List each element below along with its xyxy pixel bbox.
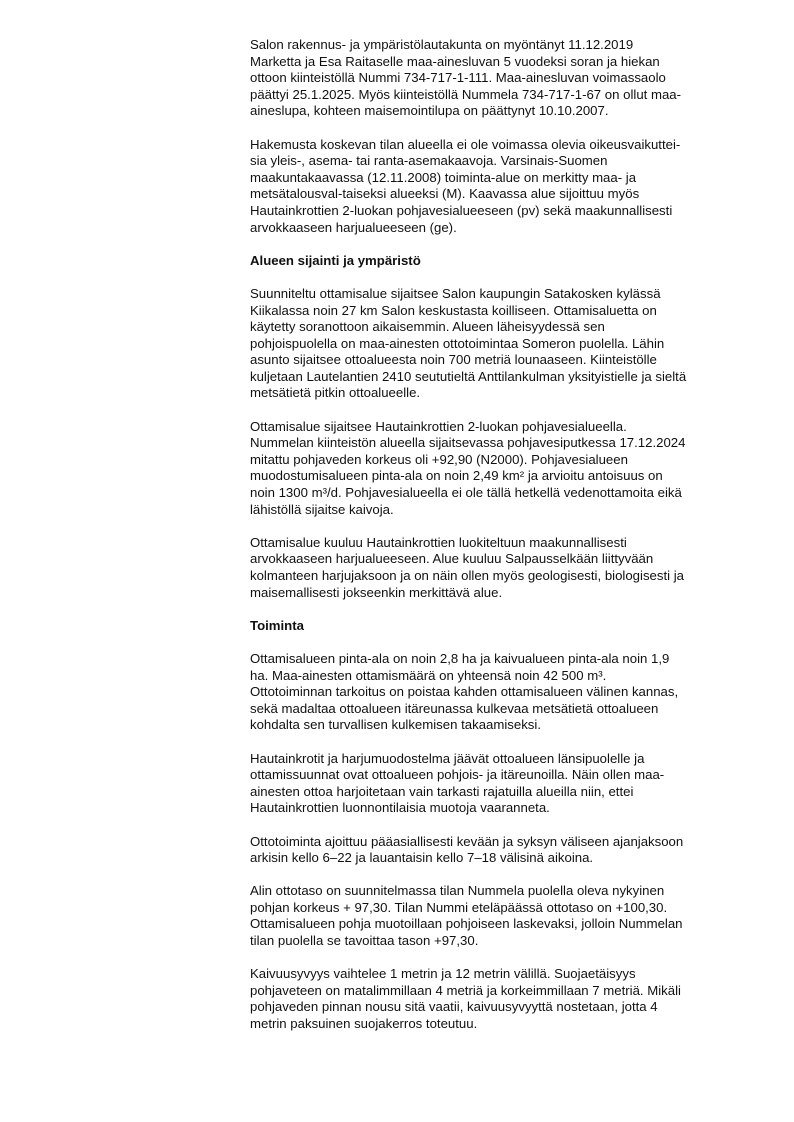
text-line: mitattu pohjaveden korkeus oli +92,90 (N2000). Pohjavesialueen: [250, 451, 628, 467]
paragraph-ridge-area: [250, 535, 740, 601]
text-line: käytetty soranottoon aikaisemmin. Alueen läheisyydessä sen: [250, 319, 605, 335]
text-line: sia yleis-, asema- tai ranta-asemakaavoja. Varsinais-Suomen: [250, 153, 608, 169]
document-page: [250, 37, 740, 1049]
text-line: Ottotoiminnan tarkoitus on poistaa kahden ottamisalueen välinen kannas,: [250, 684, 679, 700]
text-line: ha. Maa-ainesten ottamismäärä on yhteensä noin 42 500 m³.: [250, 667, 607, 683]
paragraph-extraction-level: [250, 883, 740, 949]
text-line: Alin ottotaso on suunnitelmassa tilan Nummela puolella oleva nykyinen: [250, 883, 665, 899]
text-line: tilan puolella se tavoittaa tason +97,30.: [250, 933, 479, 949]
text-line: Ottamisalue sijaitsee Hautainkrottien 2-luokan pohjavesialueella.: [250, 418, 627, 434]
text-line: aineslupa, kohteen maisemointilupa on päättynyt 10.10.2007.: [250, 103, 609, 119]
text-line: kuljetaan Lautelantien 2410 seututieltä Anttilankulman yksityistielle ja sieltä: [250, 368, 687, 384]
text-line: ottoon kiinteistöllä Nummi 734-717-1-111. Maa-ainesluvan voimassaolo: [250, 70, 666, 86]
section-heading-operations: Toiminta: [250, 617, 304, 633]
paragraph-operating-hours: [250, 834, 740, 867]
paragraph-extraction-area: [250, 651, 740, 734]
text-line: maakuntakaavassa (12.11.2008) toiminta-alue on merkitty maa- ja: [250, 169, 637, 185]
text-line: Hautainkrottien 2-luokan pohjavesialueeseen (pv) sekä maakunnallisesti: [250, 202, 673, 218]
paragraph-zoning: [250, 137, 740, 237]
text-line: Kaivuusyvyys vaihtelee 1 metrin ja 12 metrin välillä. Suojaetäisyys: [250, 966, 636, 982]
text-line: metsätalousval-taiseksi alueeksi (M). Kaavassa alue sijoittuu myös: [250, 186, 640, 202]
text-line: asunto sijaitsee ottoalueesta noin 700 metriä lounaaseen. Kiinteistölle: [250, 352, 657, 368]
text-line: Ottotoiminta ajoittuu pääasiallisesti kevään ja syksyn väliseen ajanjaksoon: [250, 833, 684, 849]
text-line: metsätietä pitkin ottoalueelle.: [250, 385, 421, 401]
text-line: Hakemusta koskevan tilan alueella ei ole voimassa olevia oikeusvaikuttei-: [250, 136, 681, 152]
paragraph-location: [250, 286, 740, 402]
paragraph-excavation-depth: [250, 966, 740, 1032]
text-line: Salon rakennus- ja ympäristölautakunta on myöntänyt 11.12.2019: [250, 37, 634, 52]
text-line: ottamissuunnat ovat ottoalueen pohjois- ja itäreunoilla. Näin ollen maa-: [250, 767, 665, 783]
text-line: pohjoispuolella on maa-ainesten ottotoimintaa Someron puolella. Lähin: [250, 335, 665, 351]
text-line: metrin paksuinen suojakerros toteutuu.: [250, 1016, 478, 1032]
text-line: arvokkaaseen harjualueeseen. Alue kuuluu Salpausselkään liittyvään: [250, 551, 654, 567]
text-line: Ottamisalue kuuluu Hautainkrottien luokiteltuun maakunnallisesti: [250, 534, 627, 550]
text-line: pohjaveteen on matalimmillaan 4 metriä ja korkeimmillaan 7 metriä. Mikäli: [250, 982, 681, 998]
text-line: päättyi 25.1.2025. Myös kiinteistöllä Nummela 734-717-1-67 on ollut maa-: [250, 86, 682, 102]
paragraph-permit-history: [250, 37, 740, 120]
text-line: Kiikalassa noin 27 km Salon keskustasta koilliseen. Ottamisaluetta on: [250, 302, 657, 318]
text-line: Nummelan kiinteistön alueella sijaitsevassa pohjavesiputkessa 17.12.2024: [250, 435, 686, 451]
text-line: ainesten ottoa harjoitetaan vain tarkasti rajatuilla alueilla niin, ettei: [250, 783, 634, 799]
text-line: pohjaveden pinnan nousu sitä vaatii, kaivuusyvyyttä nostetaan, jotta 4: [250, 999, 658, 1015]
text-line: noin 1300 m³/d. Pohjavesialueella ei ole tällä hetkellä vedenottamoita eikä: [250, 485, 682, 501]
text-line: arkisin kello 6–22 ja lauantaisin kello 7–18 välisinä aikoina.: [250, 850, 594, 866]
text-line: Ottamisalueen pohja muotoillaan pohjoiseen laskevaksi, jolloin Nummelan: [250, 916, 683, 932]
text-line: Hautainkrotit ja harjumuodostelma jäävät ottoalueen länsipuolelle ja: [250, 750, 645, 766]
paragraph-extraction-directions: [250, 751, 740, 817]
text-line: pohjan korkeus + 97,30. Tilan Nummi eteläpäässä ottotaso on +100,30.: [250, 899, 668, 915]
text-line: kolmanteen harjujaksoon ja on näin ollen myös geologisesti, biologisesti ja: [250, 568, 684, 583]
paragraph-groundwater: [250, 419, 740, 519]
text-line: muodostumisalueen pinta-ala on noin 2,49 km² ja arvioitu antoisuus on: [250, 468, 663, 484]
text-line: sekä madaltaa ottoalueen itäreunassa kulkevaa metsätietä ottoalueen: [250, 700, 659, 716]
text-line: Marketta ja Esa Raitaselle maa-ainesluvan 5 vuodeksi soran ja hiekan: [250, 53, 660, 69]
text-line: Hautainkrottien luonnontilaisia muotoja vaaranneta.: [250, 800, 550, 816]
text-line: maisemallisesti jokseenkin merkittävä alue.: [250, 584, 503, 600]
text-line: kohdalta sen turvallisen kulkemisen takaamiseksi.: [250, 717, 541, 733]
text-line: lähistöllä sijaitse kaivoja.: [250, 501, 394, 517]
text-line: Ottamisalueen pinta-ala on noin 2,8 ha ja kaivualueen pinta-ala noin 1,9: [250, 650, 670, 666]
text-line: Suunniteltu ottamisalue sijaitsee Salon kaupungin Satakosken kylässä: [250, 285, 661, 301]
section-heading-location: Alueen sijainti ja ympäristö: [250, 252, 421, 268]
text-line: arvokkaaseen harjualueeseen (ge).: [250, 219, 457, 235]
